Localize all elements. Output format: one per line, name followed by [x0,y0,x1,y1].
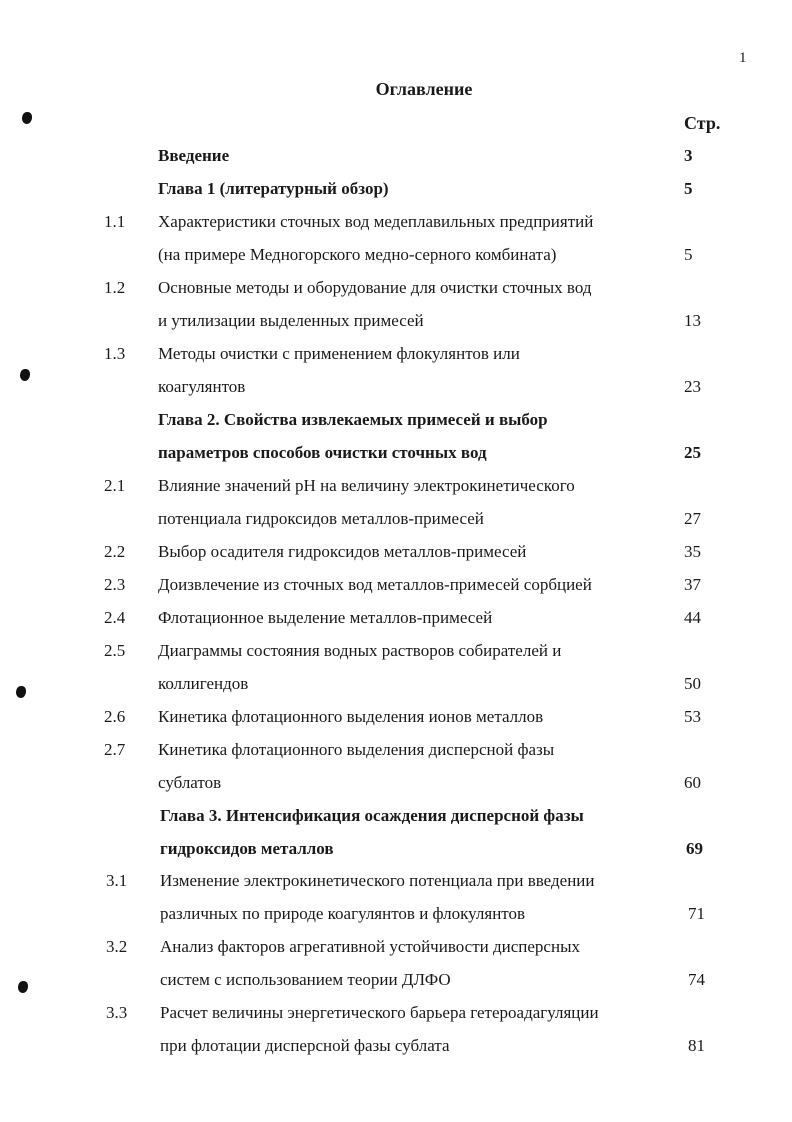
toc-entry-text: Введение [158,146,230,165]
toc-entry-page: 35 [684,542,701,561]
toc-entry-page: 44 [684,608,701,627]
toc-entry-number: 3.1 [106,871,128,890]
toc-entry-number: 2.2 [104,542,126,561]
toc-entry-text: Изменение электрокинетического потенциала при введении [160,871,595,890]
toc-entry-text: Глава 3. Интенсификация осаждения дисперсной фазы [160,806,584,825]
toc-entry-number: 3.2 [106,937,128,956]
toc-entry-page: 27 [684,509,701,528]
punch-hole-mark [20,369,30,381]
toc-entry-page: 25 [684,443,701,462]
toc-entry-text: Диаграммы состояния водных растворов собирателей и [158,641,562,660]
toc-entry-text: при флотации дисперсной фазы сублата [160,1036,450,1055]
toc-entry-text: сублатов [158,773,222,792]
toc-entry-number: 2.3 [104,575,126,594]
toc-entry-number: 1.3 [104,344,126,363]
toc-entry-page: 37 [684,575,701,594]
toc-entry-text: систем с использованием теории ДЛФО [160,970,451,989]
toc-entry-text: Кинетика флотационного выделения дисперсной фазы [158,740,555,759]
toc-entry-text: коагулянтов [158,377,246,396]
toc-entry-text: Выбор осадителя гидроксидов металлов-примесей [158,542,527,561]
toc-entry-number: 2.7 [104,740,126,759]
punch-hole-mark [16,686,26,698]
toc-entry-text: Глава 1 (литературный обзор) [158,179,389,198]
toc-entry-page: 69 [686,839,703,858]
toc-entry-text: (на примере Медногорского медно-серного комбината) [158,245,557,264]
toc-entry-text: и утилизации выделенных примесей [158,311,424,330]
toc-entry-text: Доизвлечение из сточных вод металлов-примесей сорбцией [158,575,592,594]
toc-entry-text: потенциала гидроксидов металлов-примесей [158,509,484,528]
punch-hole-mark [18,981,28,993]
toc-entry-number: 2.4 [104,608,126,627]
toc-entry-page: 3 [684,146,693,165]
toc-entry-page: 5 [684,245,693,264]
toc-entry-page: 23 [684,377,701,396]
toc-entry-page: 60 [684,773,701,792]
toc-entry-page: 53 [684,707,701,726]
toc-entry-text: Характеристики сточных вод медеплавильных предприятий [158,212,594,231]
toc-title: Оглавление [375,79,473,99]
toc-entry-text: коллигендов [158,674,249,693]
toc-entry-page: 81 [688,1036,705,1055]
page-number: 1 [739,50,747,66]
toc-entry-text: параметров способов очистки сточных вод [158,443,487,462]
toc-entry-text: гидроксидов металлов [160,839,334,858]
page-column-header: Стр. [684,113,721,133]
toc-entry-text: Влияние значений pH на величину электрокинетического [158,476,575,495]
toc-entry-text: Глава 2. Свойства извлекаемых примесей и выбор [158,410,548,429]
toc-entry-text: Кинетика флотационного выделения ионов металлов [158,707,544,726]
toc-entry-number: 1.1 [104,212,126,231]
toc-entry-page: 5 [684,179,693,198]
toc-entry-number: 2.1 [104,476,126,495]
toc-entry-page: 71 [688,904,705,923]
toc-entry-page: 74 [688,970,705,989]
toc-entry-text: Расчет величины энергетического барьера гетероадагуляции [160,1003,599,1022]
toc-entry-page: 50 [684,674,701,693]
toc-entry-text: Методы очистки с применением флокулянтов или [158,344,520,363]
toc-entry-text: Анализ факторов агрегативной устойчивости дисперсных [160,937,580,956]
toc-entry-number: 2.5 [104,641,126,660]
toc-entry-number: 3.3 [106,1003,128,1022]
toc-entry-page: 13 [684,311,701,330]
toc-entry-number: 1.2 [104,278,126,297]
toc-entry-text: различных по природе коагулянтов и флокулянтов [160,904,526,923]
toc-entry-text: Основные методы и оборудование для очистки сточных вод [158,278,592,297]
toc-entry-number: 2.6 [104,707,126,726]
punch-hole-mark [22,112,32,124]
toc-entry-text: Флотационное выделение металлов-примесей [158,608,493,627]
